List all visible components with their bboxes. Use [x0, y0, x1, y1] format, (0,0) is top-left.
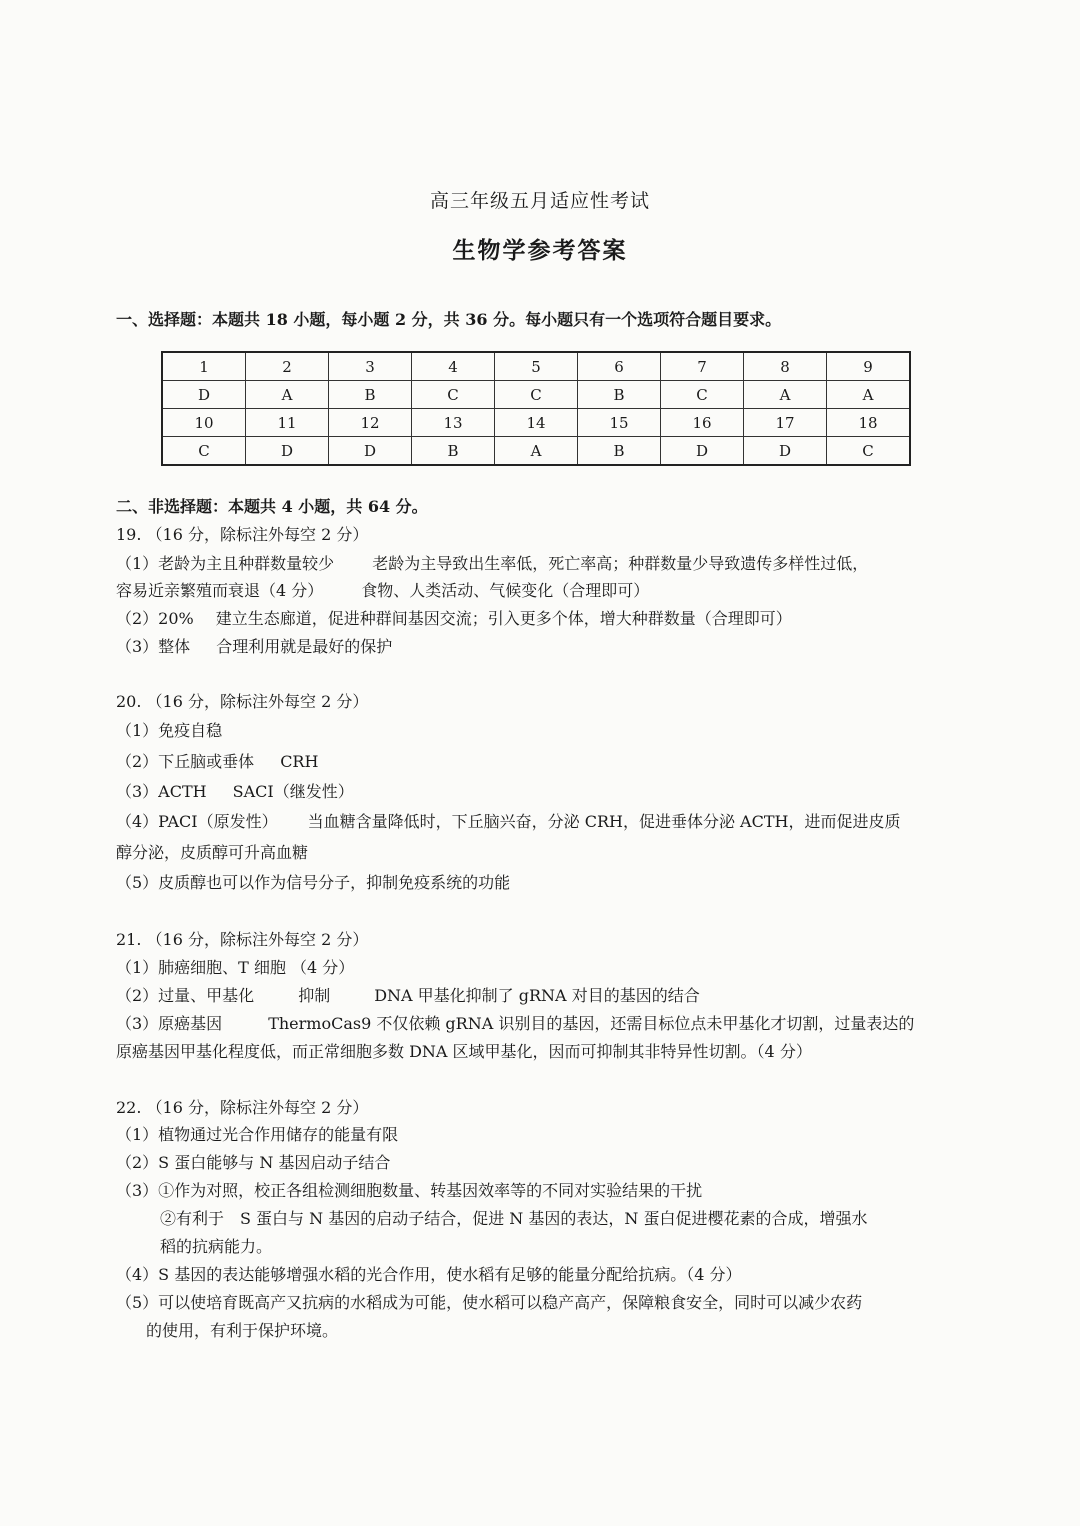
section2-heading: 二、非选择题：本题共 4 小题，共 64 分。	[116, 497, 428, 516]
q19-answer-1-cont	[116, 580, 649, 602]
q20-answer-4-cont: 醇分泌，皮质醇可升高血糖	[116, 843, 309, 862]
q22-answer-3: （3）①作为对照，校正各组检测细胞数量、转基因效率等的不同对实验结果的干扰	[116, 1181, 703, 1200]
table-cell: D	[162, 381, 246, 409]
subject-title: 生物学参考答案	[452, 237, 628, 264]
table-cell: B	[329, 381, 412, 409]
table-row	[162, 352, 910, 381]
table-row	[162, 409, 910, 437]
table-cell: C	[661, 381, 744, 409]
q19-answer-1a: （1）老龄为主且种群数量较少	[116, 554, 335, 573]
q21-answer-2	[116, 985, 700, 1007]
table-cell: B	[578, 437, 661, 466]
table-cell: D	[246, 437, 329, 466]
q22-heading: 22. （16 分，除标注外每空 2 分）	[116, 1098, 369, 1117]
table-cell: A	[246, 381, 329, 409]
table-cell: 9	[827, 352, 911, 381]
q20-answer-5: （5）皮质醇也可以作为信号分子，抑制免疫系统的功能	[116, 873, 511, 892]
table-row	[162, 381, 910, 409]
table-cell: 8	[744, 352, 827, 381]
q19-answer-2	[116, 608, 792, 630]
q21-answer-3b: ThermoCas9 不仅依赖 gRNA 识别目的基因，还需目标位点未甲基化才切割，过量表达的	[268, 1014, 915, 1033]
section1-heading: 一、选择题：本题共 18 小题，每小题 2 分，共 36 分。每小题只有一个选项符合题目要求。	[116, 310, 782, 329]
q20-answer-1: （1）免疫自稳	[116, 721, 223, 740]
q21-answer-1: （1）肺癌细胞、T 细胞 （4 分）	[116, 958, 355, 977]
q22-answer-5: （5）可以使培育既高产又抗病的水稻成为可能，使水稻可以稳产高产，保障粮食安全，同时可以减少农药	[116, 1293, 863, 1312]
q19-answer-3a: （3）整体	[116, 637, 191, 656]
q19-answer-3b: 合理利用就是最好的保护	[216, 637, 393, 656]
table-cell: 12	[329, 409, 412, 437]
table-cell: 14	[495, 409, 578, 437]
table-cell: 13	[412, 409, 495, 437]
q20-answer-2a: （2）下丘脑或垂体	[116, 752, 255, 771]
table-cell: 4	[412, 352, 495, 381]
q20-answer-3b: SACI（继发性）	[232, 782, 354, 801]
table-cell: D	[661, 437, 744, 466]
q21-answer-2b: 抑制	[298, 986, 331, 1005]
q19-answer-3	[116, 636, 392, 658]
table-cell: 3	[329, 352, 412, 381]
q19-answer-1	[116, 553, 868, 575]
q21-answer-2a: （2）过量、甲基化	[116, 986, 255, 1005]
q21-answer-3-cont: 原癌基因甲基化程度低，而正常细胞多数 DNA 区域甲基化，因而可抑制其非特异性切割。（4 分）	[116, 1042, 812, 1061]
q19-answer-2b: 建立生态廊道，促进种群间基因交流；引入更多个体，增大种群数量（合理即可）	[215, 609, 792, 628]
table-cell: C	[412, 381, 495, 409]
table-cell: 1	[162, 352, 246, 381]
q19-answer-2a: （2）20%	[116, 609, 194, 628]
table-cell: C	[827, 437, 911, 466]
q20-answer-2b: CRH	[280, 752, 319, 771]
q22-answer-4: （4）S 基因的表达能够增强水稻的光合作用，使水稻有足够的能量分配给抗病。（4 分）	[116, 1265, 742, 1284]
table-cell: 7	[661, 352, 744, 381]
table-cell: C	[495, 381, 578, 409]
q20-heading: 20. （16 分，除标注外每空 2 分）	[116, 692, 369, 711]
q20-answer-2	[116, 751, 318, 773]
q22-answer-5-cont: 的使用，有利于保护环境。	[146, 1321, 339, 1340]
q19-answer-1d: 食物、人类活动、气候变化（合理即可）	[361, 581, 650, 600]
table-cell: A	[827, 381, 911, 409]
table-cell: 18	[827, 409, 911, 437]
q19-answer-1c: 容易近亲繁殖而衰退（4 分）	[116, 581, 324, 600]
q21-answer-3a: （3）原癌基因	[116, 1014, 223, 1033]
table-cell: 10	[162, 409, 246, 437]
table-cell: D	[329, 437, 412, 466]
table-cell: C	[162, 437, 246, 466]
table-cell: 6	[578, 352, 661, 381]
q20-answer-4	[116, 811, 900, 833]
table-cell: A	[495, 437, 578, 466]
table-cell: 16	[661, 409, 744, 437]
q19-answer-1b: 老龄为主导致出生率低，死亡率高；种群数量少导致遗传多样性过低，	[372, 554, 869, 573]
q21-answer-3	[116, 1013, 914, 1035]
table-cell: 17	[744, 409, 827, 437]
table-cell: B	[578, 381, 661, 409]
table-cell: B	[412, 437, 495, 466]
table-row	[162, 437, 910, 466]
q22-answer-1: （1）植物通过光合作用储存的能量有限	[116, 1125, 399, 1144]
exam-title: 高三年级五月适应性考试	[429, 190, 650, 212]
q19-heading: 19. （16 分，除标注外每空 2 分）	[116, 525, 369, 544]
q22-answer-2: （2）S 蛋白能够与 N 基因启动子结合	[116, 1153, 391, 1172]
table-cell: 15	[578, 409, 661, 437]
table-cell: 2	[246, 352, 329, 381]
q22-answer-3-2-cont: 稻的抗病能力。	[160, 1237, 273, 1256]
q20-answer-3	[116, 781, 354, 803]
q20-answer-4a: （4）PACI（原发性）	[116, 812, 278, 831]
q21-heading: 21. （16 分，除标注外每空 2 分）	[116, 930, 369, 949]
q20-answer-3a: （3）ACTH	[116, 782, 207, 801]
q21-answer-2c: DNA 甲基化抑制了 gRNA 对目的基因的结合	[374, 986, 700, 1005]
q22-answer-3-2: ②有利于 S 蛋白与 N 基因的启动子结合，促进 N 基因的表达，N 蛋白促进樱花素的合成，增强水	[160, 1209, 868, 1228]
table-cell: 11	[246, 409, 329, 437]
table-cell: A	[744, 381, 827, 409]
choice-answer-table	[161, 351, 911, 466]
table-cell: D	[744, 437, 827, 466]
table-cell: 5	[495, 352, 578, 381]
q20-answer-4b: 当血糖含量降低时，下丘脑兴奋，分泌 CRH，促进垂体分泌 ACTH，进而促进皮质	[307, 812, 901, 831]
